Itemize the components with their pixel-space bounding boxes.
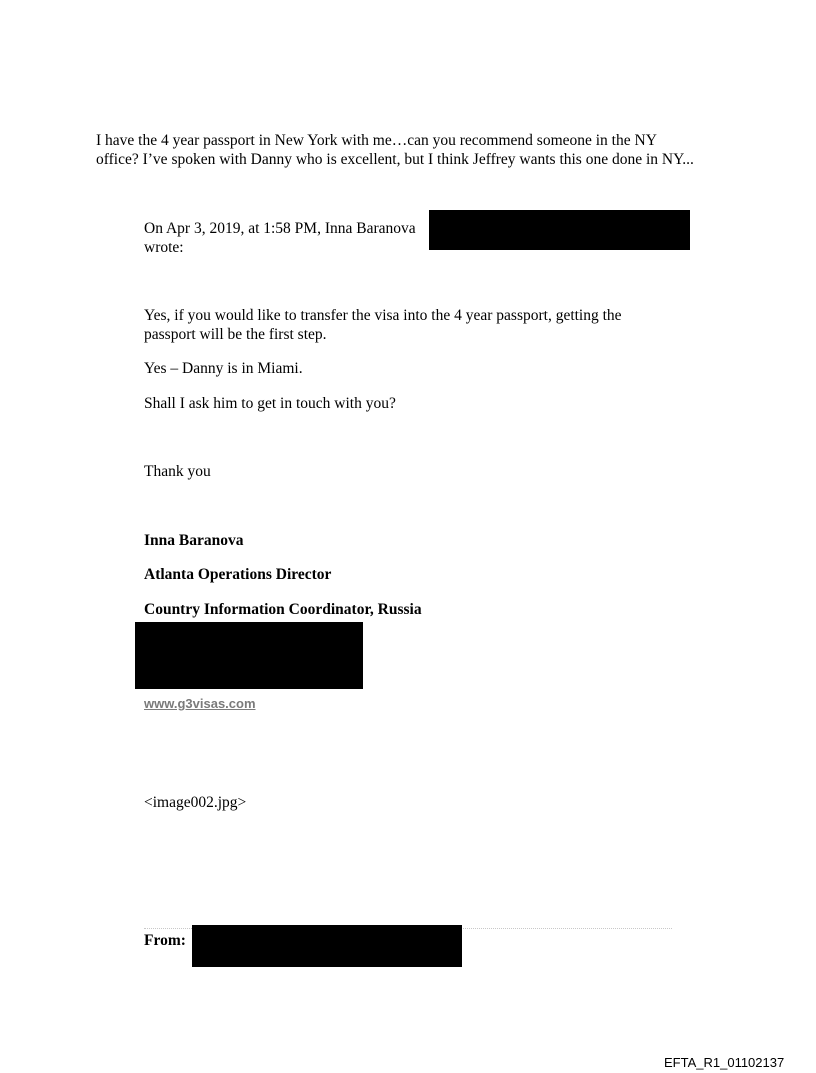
- body-para1-line-2: passport will be the first step.: [144, 326, 327, 343]
- signature-title-2: Country Information Coordinator, Russia: [144, 601, 422, 618]
- closing-text: Thank you: [144, 463, 211, 480]
- reply-line-1: I have the 4 year passport in New York with me…can you recommend someone in the NY: [96, 132, 657, 149]
- redaction-from: [192, 925, 462, 967]
- body-para3: Shall I ask him to get in touch with you?: [144, 395, 396, 412]
- reply-line-2: office? I’ve spoken with Danny who is excellent, but I think Jeffrey wants this one done in NY...: [96, 151, 694, 168]
- quoted-header-line-1: On Apr 3, 2019, at 1:58 PM, Inna Baranova: [144, 220, 416, 237]
- signature-title-1: Atlanta Operations Director: [144, 566, 332, 583]
- redaction-email: [429, 210, 690, 250]
- body-para2: Yes – Danny is in Miami.: [144, 360, 303, 377]
- quoted-header-line-2: wrote:: [144, 239, 184, 256]
- document-id: EFTA_R1_01102137: [664, 1055, 785, 1070]
- from-label: From:: [144, 932, 186, 949]
- attachment-placeholder: <image002.jpg>: [144, 794, 247, 811]
- redaction-contact: [135, 622, 363, 689]
- signature-name: Inna Baranova: [144, 532, 244, 549]
- website-link[interactable]: www.g3visas.com: [144, 696, 256, 711]
- body-para1-line-1: Yes, if you would like to transfer the visa into the 4 year passport, getting the: [144, 307, 622, 324]
